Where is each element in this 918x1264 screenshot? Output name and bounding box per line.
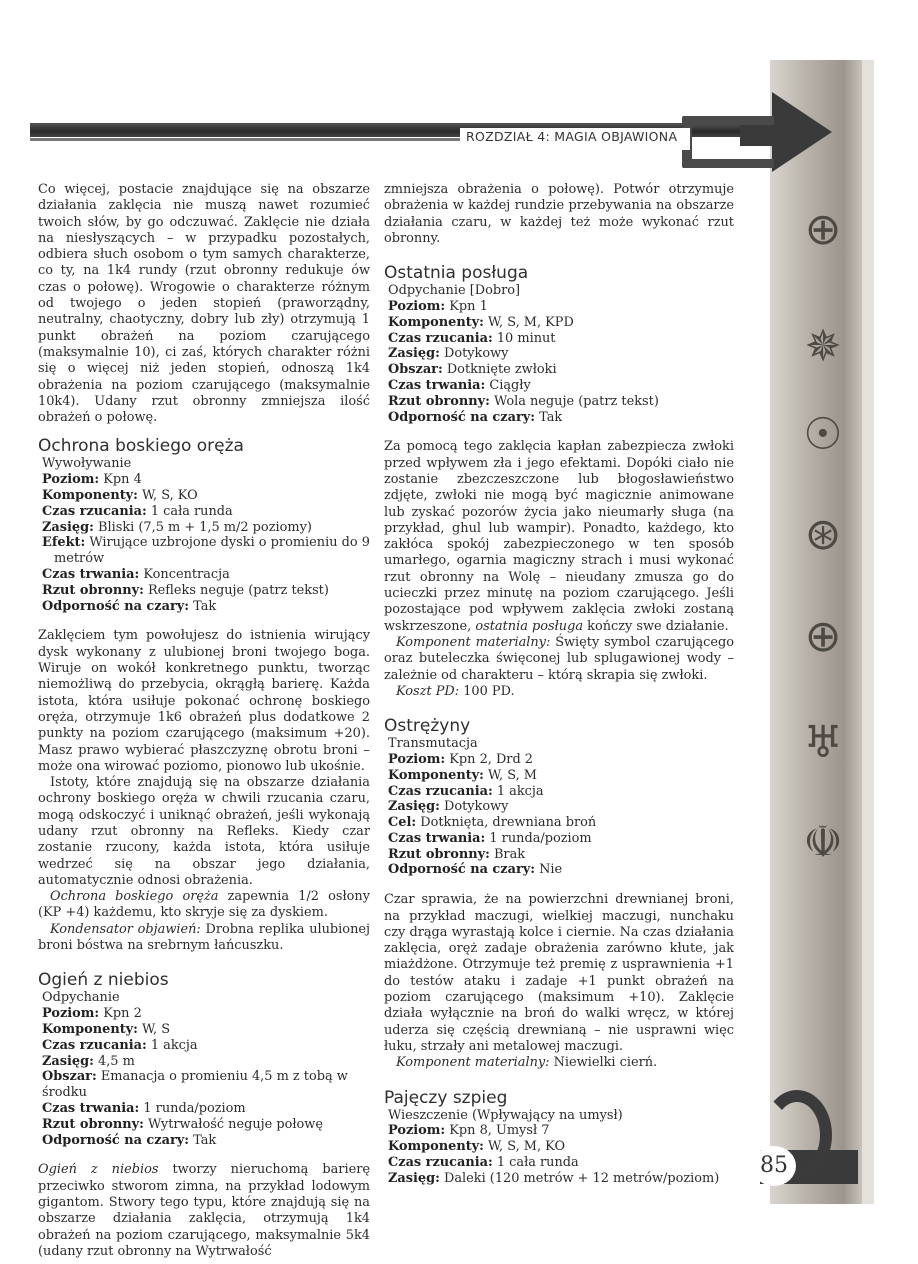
- spell-description: Zaklęciem tym powołujesz do istnienia wirujący dysk wykonany z ulubionej broni twojego boga. Wiruje on wokół konkretnego punktu, tworząc niemożliwą do przebycia, okrągłą barierę. Każda istota, która usiłuje pokonać ochronę boskiego oręża, otrzymuje 1k6 obrażeń plus dodatkowe 2 punkty na poziom czarującego (maksimum +20). Masz prawo wybierać płaszczyznę obrotu broni – może ona wirować poziomo, pionowo lub ukośnie.: [38, 628, 370, 774]
- stat-sr: Odporność na czary: Tak: [388, 409, 563, 425]
- page-number: 85: [752, 1146, 796, 1186]
- stat-level: Poziom: Kpn 1: [388, 298, 488, 314]
- continuation-paragraph: zmniejsza obrażenia o połowę). Potwór otrzymuje obrażenia w każdej rundzie przebywania na obszarze działania czaru, w każdej też może wykonać rzut obronny.: [384, 182, 734, 246]
- spell-school: Wywoływanie: [42, 456, 132, 472]
- holy-symbol-icon: ♅: [803, 717, 843, 768]
- stat-range: Zasięg: Bliski (7,5 m + 1,5 m/2 poziomy): [42, 519, 312, 535]
- stat-save: Rzut obronny: Wytrwałość neguje połowę: [42, 1116, 323, 1132]
- spell-stats: [384, 1108, 734, 1187]
- stat-casting: Czas rzucania: 1 cała runda: [388, 1154, 579, 1170]
- stat-casting: Czas rzucania: 1 akcja: [388, 783, 544, 799]
- stat-save: Rzut obronny: Refleks neguje (patrz tekst): [42, 582, 329, 598]
- stat-components: Komponenty: W, S, KO: [42, 488, 198, 504]
- stat-casting: Czas rzucania: 1 akcja: [42, 1037, 198, 1053]
- spell-description: Istoty, które znajdują się na obszarze działania ochrony boskiego oręża w chwili rzucania czaru, mogą odskoczyć i uniknąć obrażeń, jeśli wykonają udany rzut obronny na Refleks. Kiedy czar zostanie rzucony, każda istota, która usiłuje wedrzeć się na obszar jego działania, automatycznie odnosi obrażenia.: [38, 775, 370, 888]
- stat-sr: Odporność na czary: Tak: [42, 598, 217, 614]
- stat-duration: Czas trwania: Ciągły: [388, 377, 531, 393]
- intro-paragraph: Co więcej, postacie znajdujące się na obszarze działania zaklęcia nie muszą nawet rozumieć twoich słów, by go odczuwać. Zaklęcie nie działa na niesłyszących – w przypadku pozostałych, odbiera słuch osobom o tym samych charakterze, co ty, na 1k4 rundy (rzut obronny redukuje ów czas o połowę). Wrogowie o charakterze różnym od twojego o jeden stopień (praworządny, neutralny, chaotyczny, dobry lub zły) otrzymują 1 punkt obrażeń na poziom czarującego (maksymalnie 10), ci zaś, których charakter różni się o więcej niż jeden stopień, odnoszą 1k4 obrażenia na poziom czarującego (maksymalnie 10k4). Udany rzut obronny zmniejsza ilość obrażeń o połowę.: [38, 182, 370, 426]
- spell-material: Komponent materialny: Święty symbol czarującego oraz buteleczka święconej lub splugawionej wody – zależnie od charakteru – którą skrapia się zwłoki.: [384, 634, 734, 683]
- stat-target: Cel: Dotknięta, drewniana broń: [388, 815, 597, 831]
- left-column: [38, 182, 370, 1260]
- spell-school: Odpychanie [Dobro]: [388, 283, 521, 299]
- stat-components: Komponenty: W, S, M, KO: [388, 1139, 566, 1155]
- spell-title: Ostatnia posługa: [384, 263, 529, 284]
- header-bracket: [682, 116, 774, 168]
- spell-title: Ochrona boskiego oręża: [38, 436, 244, 457]
- holy-symbol-icon: ☫: [803, 817, 843, 868]
- spell-title: Pajęczy szpieg: [384, 1087, 508, 1108]
- spell-stats: [38, 456, 370, 614]
- stat-level: Poziom: Kpn 4: [42, 472, 142, 488]
- stat-level: Poziom: Kpn 2: [42, 1006, 142, 1022]
- spell-description: Za pomocą tego zaklęcia kapłan zabezpiecza zwłoki przed wpływem zła i jego efektami. Dopóki ciało nie zostanie zbezczeszczone lub błogosławieństwo zdjęte, zwłoki nie mogą być magicznie animowane lub zyskać pozorów życia jako nieumarły sługa (na przykład, ghul lub wampir). Ponadto, każdego, kto zakłóca spokój zabezpieczonego w ten sposób umarłego, ogarnia magiczny strach i musi wykonać rzut obronny na Wolę – nieudany zmusza go do ucieczki przez minutę na poziom czarującego. Jeśli pozostające pod wpływem zaklęcia zwłoki zostaną wskrzeszone, ostatnia posługa kończy swe działanie.: [384, 439, 734, 634]
- stat-effect: Efekt: Wirujące uzbrojone dyski o promieniu do 9 metrów: [42, 535, 370, 567]
- stat-range: Zasięg: 4,5 m: [42, 1053, 135, 1069]
- stat-components: Komponenty: W, S, M: [388, 767, 537, 783]
- stat-duration: Czas trwania: Koncentracja: [42, 567, 230, 583]
- stat-sr: Odporność na czary: Tak: [42, 1132, 217, 1148]
- stat-sr: Odporność na czary: Nie: [388, 862, 563, 878]
- right-column: [384, 182, 734, 1187]
- holy-symbol-icon: ☉: [803, 409, 843, 460]
- spell-stats: [384, 283, 734, 425]
- stat-duration: Czas trwania: 1 runda/poziom: [388, 830, 592, 846]
- spell-description: Ogień z niebios tworzy nieruchomą barierę przeciwko stworom zimna, na przykład lodowym gigantom. Stwory tego typu, które znajdują się na obszarze działania zaklęcia, otrzymują 1k4 obrażeń na poziom czarującego, maksymalnie 5k4 (udany rzut obronny na Wytrwałość: [38, 1162, 370, 1259]
- arrow-icon: [772, 92, 832, 172]
- holy-symbol-icon: ⊕: [804, 611, 842, 662]
- stat-save: Rzut obronny: Wola neguje (patrz tekst): [388, 393, 659, 409]
- holy-symbol-icon: ✵: [804, 321, 842, 372]
- stat-level: Poziom: Kpn 8, Umysł 7: [388, 1123, 550, 1139]
- spell-description: Czar sprawia, że na powierzchni drewnianej broni, na przykład maczugi, wielkiej maczugi, nunchaku czy drąga wyrastają kolce i ciernie. Na czas działania zaklęcia, oręż zadaje obrażenia zarówno kłute, jak miażdżone. Otrzymuje też premię z usprawnienia +1 do testów ataku i zadaje +1 punkt obrażeń na poziom czarującego (maksimum +10). Zaklęcie działa wyłącznie na broń do walki wręcz, w której uderza się częścią drewnianą – nie usprawni więc łuku, strzały ani metalowej maczugi.: [384, 892, 734, 1054]
- spell-school: Wieszczenie (Wpływający na umysł): [388, 1107, 623, 1123]
- spell-focus: Kondensator objawień: Drobna replika ulubionej broni bóstwa na srebrnym łańcuszku.: [38, 921, 370, 954]
- running-head: ROZDZIAŁ 4: MAGIA OBJAWIONA: [460, 128, 690, 150]
- spell-school: Transmutacja: [388, 736, 478, 752]
- stat-save: Rzut obronny: Brak: [388, 846, 526, 862]
- holy-symbol-icon: ⊕: [804, 204, 842, 255]
- spell-material: Komponent materialny: Niewielki cierń.: [396, 1055, 658, 1071]
- stat-range: Zasięg: Dotykowy: [388, 799, 509, 815]
- stat-casting: Czas rzucania: 10 minut: [388, 330, 556, 346]
- stat-duration: Czas trwania: 1 runda/poziom: [42, 1100, 246, 1116]
- stat-level: Poziom: Kpn 2, Drd 2: [388, 751, 534, 767]
- holy-symbol-icon: ⊛: [804, 509, 842, 560]
- spell-stats: [38, 990, 370, 1148]
- stat-range: Zasięg: Dotykowy: [388, 346, 509, 362]
- stat-components: Komponenty: W, S, M, KPD: [388, 314, 574, 330]
- page-edge: [862, 60, 874, 1204]
- stat-components: Komponenty: W, S: [42, 1021, 171, 1037]
- spell-title: Ostrężyny: [384, 716, 471, 737]
- stat-casting: Czas rzucania: 1 cała runda: [42, 503, 233, 519]
- stat-range: Zasięg: Daleki (120 metrów + 12 metrów/poziom): [388, 1170, 720, 1186]
- spell-xp-cost: Koszt PD: 100 PD.: [396, 683, 515, 699]
- stat-area: Obszar: Emanacja o promieniu 4,5 m z tobą w środku: [42, 1069, 348, 1101]
- spell-title: Ogień z niebios: [38, 970, 169, 991]
- spell-description: Ochrona boskiego oręża zapewnia 1/2 osłony (KP +4) każdemu, kto skryje się za dyskiem.: [38, 889, 370, 921]
- spell-stats: [384, 736, 734, 878]
- stat-area: Obszar: Dotknięte zwłoki: [388, 362, 557, 378]
- spell-school: Odpychanie: [42, 990, 120, 1006]
